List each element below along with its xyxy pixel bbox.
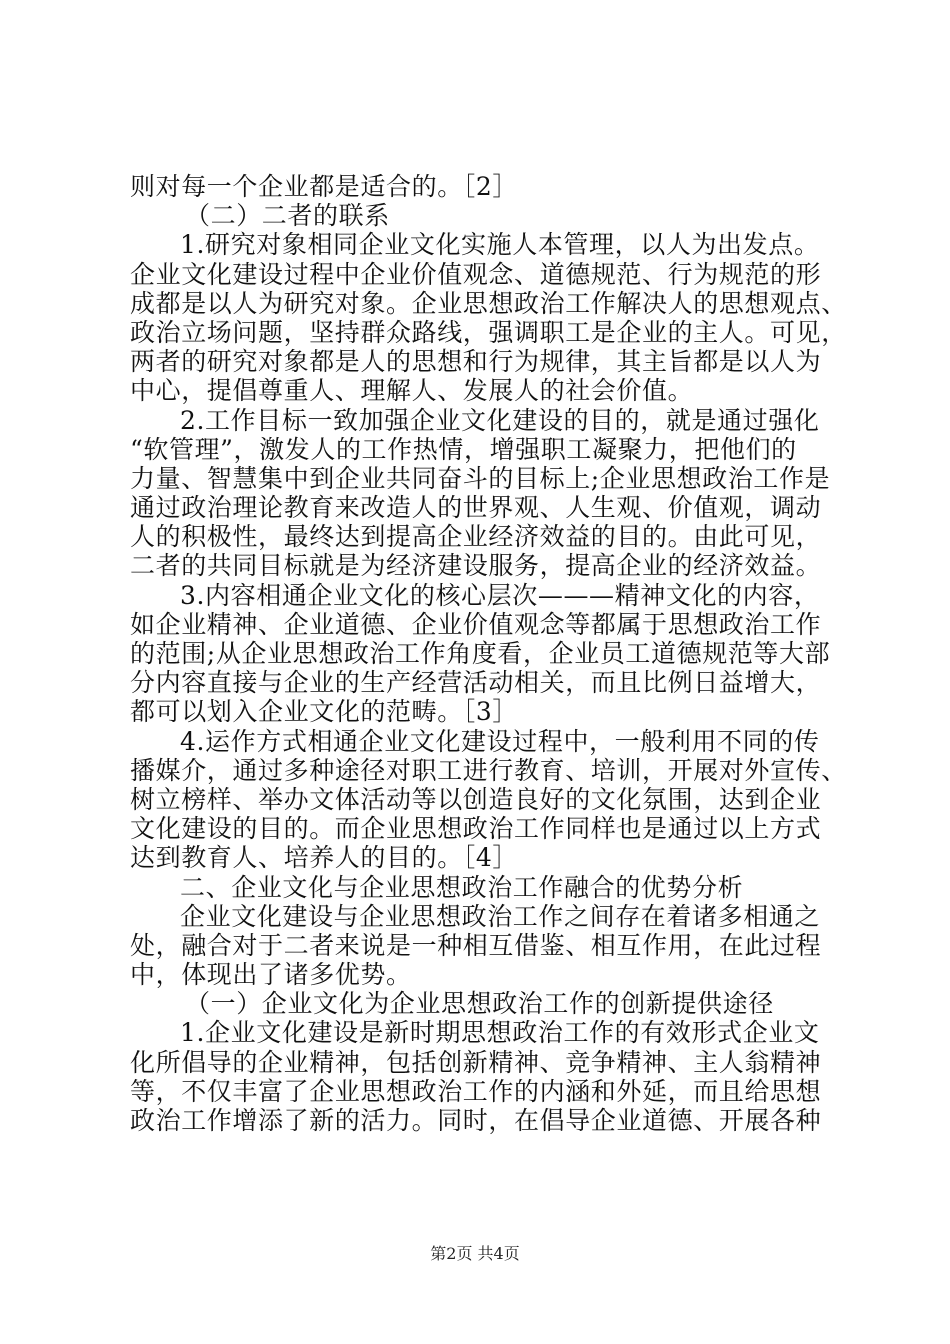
document-body	[130, 172, 847, 1135]
text-line: 二、企业文化与企业思想政治工作融合的优势分析	[180, 872, 744, 902]
text-line: 等，不仅丰富了企业思想政治工作的内涵和外延，而且给思想	[130, 1076, 822, 1106]
text-line: （一）企业文化为企业思想政治工作的创新提供途径	[185, 989, 774, 1019]
text-line: 1.企业文化建设是新时期思想政治工作的有效形式企业文	[180, 1018, 820, 1048]
text-line: 化所倡导的企业精神，包括创新精神、竞争精神、主人翁精神	[130, 1047, 822, 1077]
text-line: 人的积极性，最终达到提高企业经济效益的目的。由此可见，	[130, 522, 822, 552]
text-line: 中心，提倡尊重人、理解人、发展人的社会价值。	[130, 376, 694, 406]
text-line: 中，体现出了诸多优势。	[130, 960, 412, 990]
text-line: 企业文化建设过程中企业价值观念、道德规范、行为规范的形	[130, 259, 822, 289]
text-line: 1.研究对象相同企业文化实施人本管理，以人为出发点。	[180, 230, 820, 260]
text-line: 的范围;从企业思想政治工作角度看，企业员工道德规范等大部	[130, 639, 831, 668]
text-line: “软管理”，激发人的工作热情，增强职工凝聚力，把他们的	[130, 434, 797, 464]
text-line: 通过政治理论教育来改造人的世界观、人生观、价值观，调动	[130, 493, 822, 523]
text-line: 企业文化建设与企业思想政治工作之间存在着诸多相通之	[180, 901, 821, 931]
text-line: 两者的研究对象都是人的思想和行为规律，其主旨都是以人为	[130, 347, 822, 377]
text-line: 如企业精神、企业道德、企业价值观念等都属于思想政治工作	[130, 609, 822, 639]
text-line: 播媒介，通过多种途径对职工进行教育、培训，开展对外宣传、	[130, 755, 847, 785]
text-line: （二）二者的联系	[185, 201, 390, 231]
text-line: 都可以划入企业文化的范畴。［3］	[130, 697, 519, 727]
text-line: 政治工作增添了新的活力。同时，在倡导企业道德、开展各种	[130, 1106, 822, 1135]
text-line: 4.运作方式相通企业文化建设过程中，一般利用不同的传	[180, 726, 820, 756]
text-line: 政治立场问题，坚持群众路线，强调职工是企业的主人。可见，	[130, 317, 847, 347]
page-footer: 第2页 共4页	[430, 1244, 520, 1263]
text-line: 树立榜样、举办文体活动等以创造良好的文化氛围，达到企业	[130, 784, 822, 814]
text-line: 处，融合对于二者来说是一种相互借鉴、相互作用，在此过程	[130, 930, 822, 960]
text-line: 则对每一个企业都是适合的。［2］	[130, 172, 519, 201]
text-line: 成都是以人为研究对象。企业思想政治工作解决人的思想观点、	[130, 288, 847, 318]
text-line: 分内容直接与企业的生产经营活动相关，而且比例日益增大，	[130, 668, 822, 698]
text-line: 3.内容相通企业文化的核心层次———精神文化的内容，	[180, 580, 820, 610]
text-line: 力量、智慧集中到企业共同奋斗的目标上;企业思想政治工作是	[130, 463, 831, 493]
text-line: 达到教育人、培养人的目的。［4］	[130, 843, 519, 873]
text-line: 2.工作目标一致加强企业文化建设的目的，就是通过强化	[180, 405, 820, 435]
text-line: 二者的共同目标就是为经济建设服务，提高企业的经济效益。	[130, 551, 822, 581]
text-line: 文化建设的目的。而企业思想政治工作同样也是通过以上方式	[130, 814, 822, 844]
